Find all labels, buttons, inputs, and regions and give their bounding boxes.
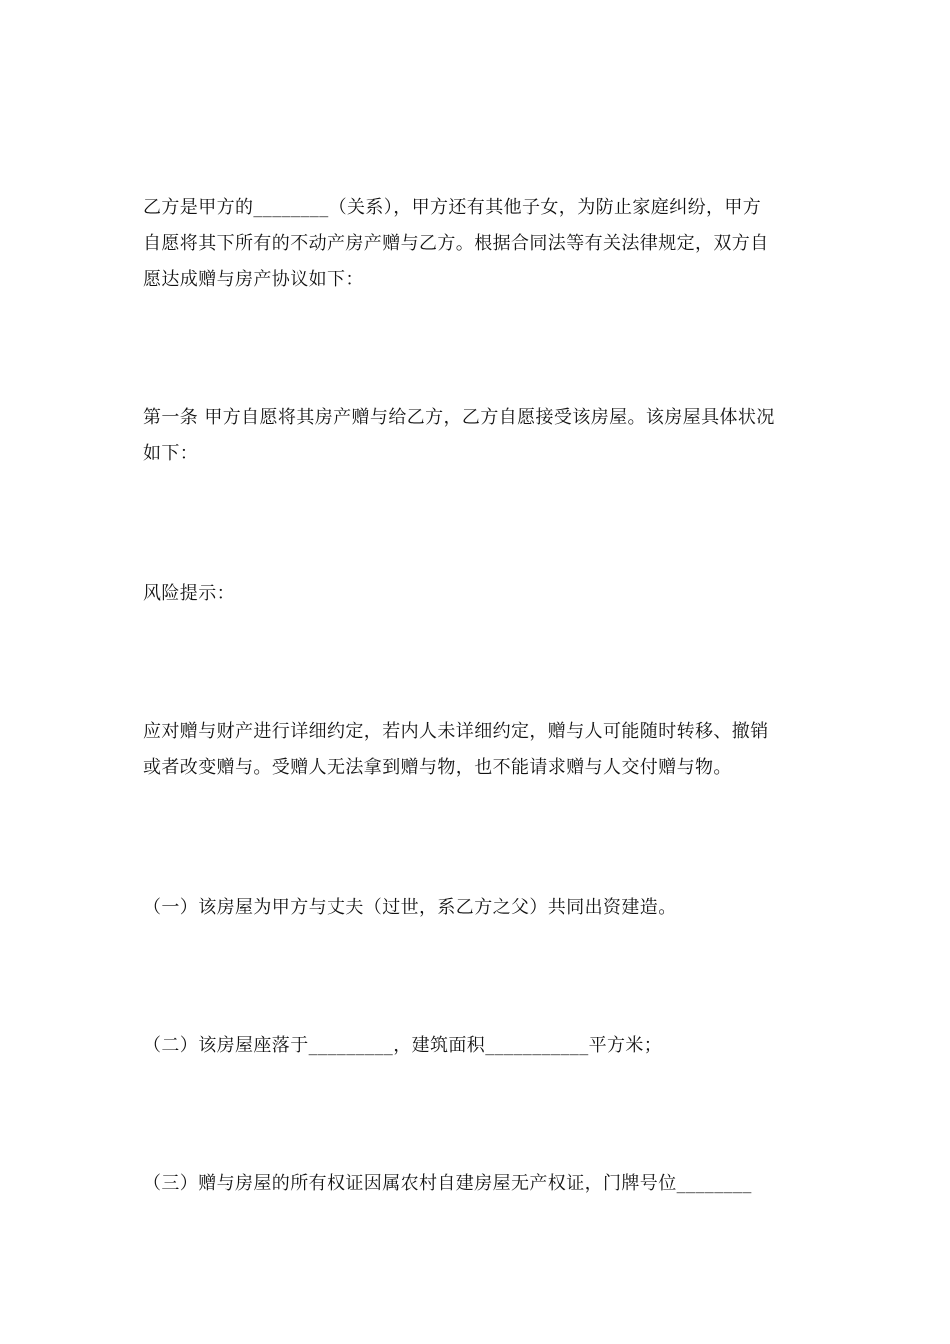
text-line: （二）该房屋座落于_________，建筑面积___________平方米； — [143, 1035, 663, 1056]
text-line: 风险提示： — [143, 583, 235, 604]
paragraph-article-one — [143, 400, 807, 472]
paragraph-risk-heading — [143, 576, 807, 612]
text-line: 如下： — [143, 443, 199, 464]
text-line: （三）赠与房屋的所有权证因属农村自建房屋无产权证，门牌号位________ — [143, 1173, 752, 1194]
paragraph-intro — [143, 190, 807, 298]
paragraph-risk-note — [143, 714, 807, 786]
text-line: 愿达成赠与房产协议如下： — [143, 269, 364, 290]
text-line: 应对赠与财产进行详细约定，若内人未详细约定，赠与人可能随时转移、撤销 — [143, 721, 769, 742]
text-line: 自愿将其下所有的不动产房产赠与乙方。根据合同法等有关法律规定，双方自 — [143, 233, 769, 254]
paragraph-item-two — [143, 1028, 807, 1064]
text-line: （一）该房屋为甲方与丈夫（过世，系乙方之父）共同出资建造。 — [143, 897, 677, 918]
text-line: 第一条 甲方自愿将其房产赠与给乙方，乙方自愿接受该房屋。该房屋具体状况 — [143, 407, 775, 428]
paragraph-item-three — [143, 1166, 807, 1202]
text-line: 或者改变赠与。受赠人无法拿到赠与物，也不能请求赠与人交付赠与物。 — [143, 757, 732, 778]
text-line: 乙方是甲方的________（关系），甲方还有其他子女，为防止家庭纠纷，甲方 — [143, 197, 762, 218]
paragraph-item-one — [143, 890, 807, 926]
